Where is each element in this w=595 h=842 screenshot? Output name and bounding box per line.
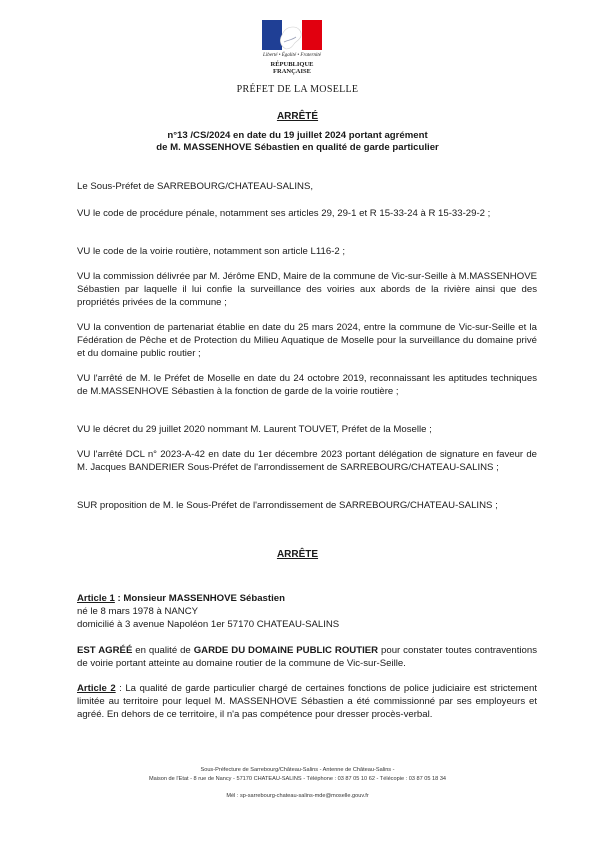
arrete-decision-heading: ARRÊTE [276, 549, 319, 560]
intro-paragraph: Le Sous-Préfet de SARREBOURG/CHATEAU-SALINS, [77, 181, 314, 192]
footer-email: Mél : sp-sarrebourg-chateau-salins-mde@moselle.gouv.fr [226, 793, 369, 799]
subtitle-line-1: n°13 /CS/2024 en date du 19 juillet 2024 portant agrément [167, 130, 428, 141]
prefet-heading: PRÉFET DE LA MOSELLE [236, 84, 359, 95]
vu-paragraph: VU la convention de partenariat établie en date du 25 mars 2024, entre la commune de Vic-sur-Seille et la Fédération de Pêche et de Protection du Milieu Aquatique de Moselle pour la surveillance du domaine privé et du domaine public routier ; [77, 322, 537, 359]
tricolor-flag-icon [262, 20, 322, 50]
vu-paragraph: VU l'arrêté de M. le Préfet de Moselle en date du 24 octobre 2019, reconnaissant les aptitudes techniques de M.MASSENHOVE Sébastien à la fonction de garde de la voirie routière ; [77, 373, 537, 397]
est-agree-text: EST AGRÉÉ [77, 645, 133, 656]
article-1-block [77, 593, 537, 631]
garde-domaine-text: GARDE DU DOMAINE PUBLIC ROUTIER [193, 645, 379, 656]
marianne-profile-icon [276, 22, 306, 50]
republique-line2: FRANÇAISE [273, 68, 311, 75]
footer-line-2: Maison de l'Etat - 8 rue de Nancy - 57170 CHATEAU-SALINS - Téléphone : 03 87 05 10 62 - Télécopie : 03 87 05 18 34 [148, 776, 447, 782]
motto-text: Liberté • Égalité • Fraternité [263, 53, 321, 58]
article-1-birth: né le 8 mars 1978 à NANCY [77, 605, 199, 617]
article-1-address: domicilié à 3 avenue Napoléon 1er 57170 CHATEAU-SALINS [77, 618, 340, 630]
article-2-text: : La qualité de garde particulier chargé de certaines fonctions de police judiciaire est strictement limitée au territoire pour lequel M. MASSENHOVE Sébastien a été commissionné par ses employeurs et agréé. En dehors de ce territoire, il n'a pas compétence pour dresser procès-verbal. [77, 683, 537, 720]
arrete-subtitle [0, 130, 595, 154]
vu-paragraph: VU le code de procédure pénale, notamment ses articles 29, 29-1 et R 15-33-24 à R 15-33-29-2 ; [77, 208, 491, 219]
article-1-heading [77, 593, 537, 606]
article-2-paragraph [77, 683, 537, 721]
vu-paragraph: VU le décret du 29 juillet 2020 nommant M. Laurent TOUVET, Préfet de la Moselle ; [77, 424, 432, 435]
article-1-label: Article 1 [77, 593, 115, 604]
republique-line1: RÉPUBLIQUE [270, 61, 314, 68]
article-1-person: : Monsieur MASSENHOVE Sébastien [114, 593, 285, 604]
agree-text-2: pour constater toutes contraventions de voirie portant atteinte au domaine routier de la commune de Vic-sur-Seille. [77, 645, 537, 669]
vu-paragraph: VU l'arrêté DCL n° 2023-A-42 en date du 1er décembre 2023 portant délégation de signature en faveur de M. Jacques BANDERIER Sous-Préfet de l'arrondissement de SARREBOURG/CHATEAU-SALINS ; [77, 449, 537, 473]
article-2-label: Article 2 [77, 683, 116, 694]
arrete-title: ARRÊTÉ [276, 111, 319, 122]
subtitle-line-2: de M. MASSENHOVE Sébastien en qualité de garde particulier [156, 142, 439, 153]
marianne-logo [262, 20, 322, 76]
republique-francaise [258, 61, 326, 75]
vu-paragraph: VU le code de la voirie routière, notamment son article L116-2 ; [77, 246, 346, 257]
vu-paragraph: VU la commission délivrée par M. Jérôme END, Maire de la commune de Vic-sur-Seille à M.MASSENHOVE Sébastien par laquelle il lui confie la surveillance des voiries aux abords de la rivière ainsi que des propriétés privées de la commune ; [77, 271, 537, 308]
footer-line-1: Sous-Préfecture de Sarrebourg/Château-Salins - Antenne de Château-Salins - [200, 767, 395, 773]
agree-text-1: en qualité de [132, 645, 194, 656]
sur-proposition-paragraph: SUR proposition de M. le Sous-Préfet de l'arrondissement de SARREBOURG/CHATEAU-SALINS ; [77, 500, 498, 511]
agreement-paragraph [77, 645, 537, 671]
